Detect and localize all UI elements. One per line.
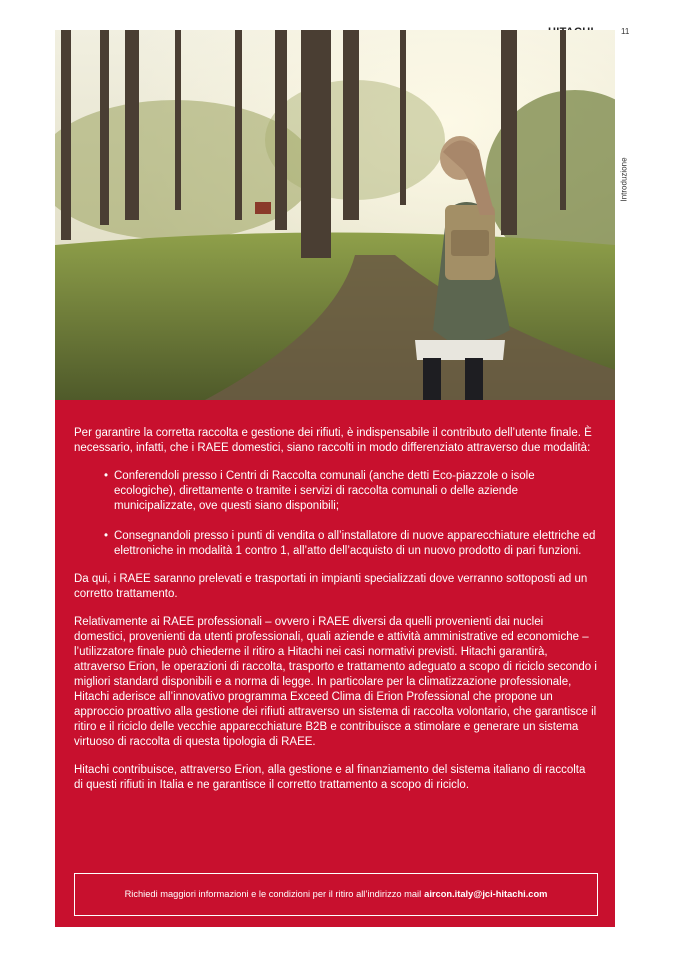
- list-item: • Consegnandoli presso i punti di vendita o all’installatore di nuove apparecchiature elettriche ed elettroniche in modalità 1 contro 1, all’atto dell’acquisto di un nuovo prodotto di pari funzioni.: [104, 529, 597, 559]
- professional-raee-paragraph: Relativamente ai RAEE professionali – ovvero i RAEE diversi da quelli provenienti dai nuclei domestici, provenienti da utenti professionali, quali aziende e attività amministrative ed economiche – l’utilizzatore finale può chiederne il ritiro a Hitachi nei casi normativi previsti. Hitachi garantirà, attraverso Erion, le operazioni di raccolta, trasporto e trattamento adeguato a scopo di riciclo secondo i migliori standard disponibili e a norma di legge. In particolare per la climatizzazione professionale, Hitachi aderisce all’innovativo programma Exceed Clima di Erion Professional che propone un approccio proattivo alla gestione dei rifiuti attraverso un sistema di raccolta volontario, che garantisce il ritiro e il riciclo delle vecchie apparecchiature B2B e contribuisce a stimolare e generare un sistema virtuoso di raccolta di questa tipologia di RAEE.: [74, 616, 597, 748]
- erion-paragraph: Hitachi contribuisce, attraverso Erion, alla gestione e al finanziamento del sistema italiano di raccolta di questi rifiuti in Italia e ne garantisce il corretto trattamento a scopo di riciclo.: [74, 764, 586, 791]
- list-item: • Conferendoli presso i Centri di Raccolta comunali (anche detti Eco-piazzole o isole ecologiche), direttamente o tramite i servizi di raccolta comunali o delle aziende municipalizzate, ove questi siano disponibili;: [104, 469, 597, 514]
- intro-paragraph: Per garantire la corretta raccolta e gestione dei rifiuti, è indispensabile il contributo dell’utente finale. È necessario, infatti, che i RAEE domestici, siano raccolti in modo differenziato attraverso due modalità:: [74, 427, 592, 454]
- disposal-methods-list: [74, 469, 597, 559]
- contact-email-link[interactable]: aircon.italy@jci-hitachi.com: [424, 889, 548, 899]
- info-panel: [55, 400, 615, 927]
- section-label-text: Introduzione: [619, 157, 629, 202]
- page-number: 11: [621, 27, 630, 36]
- forest-hiker-photo: [55, 30, 615, 400]
- section-label: [619, 150, 629, 210]
- transport-paragraph: Da qui, i RAEE saranno prelevati e trasportati in impianti specializzati dove verranno sottoposti ad un corretto trattamento.: [74, 573, 588, 600]
- contact-text: Richiedi maggiori informazioni e le condizioni per il ritiro all’indirizzo mail: [124, 889, 422, 899]
- contact-box: [74, 873, 598, 916]
